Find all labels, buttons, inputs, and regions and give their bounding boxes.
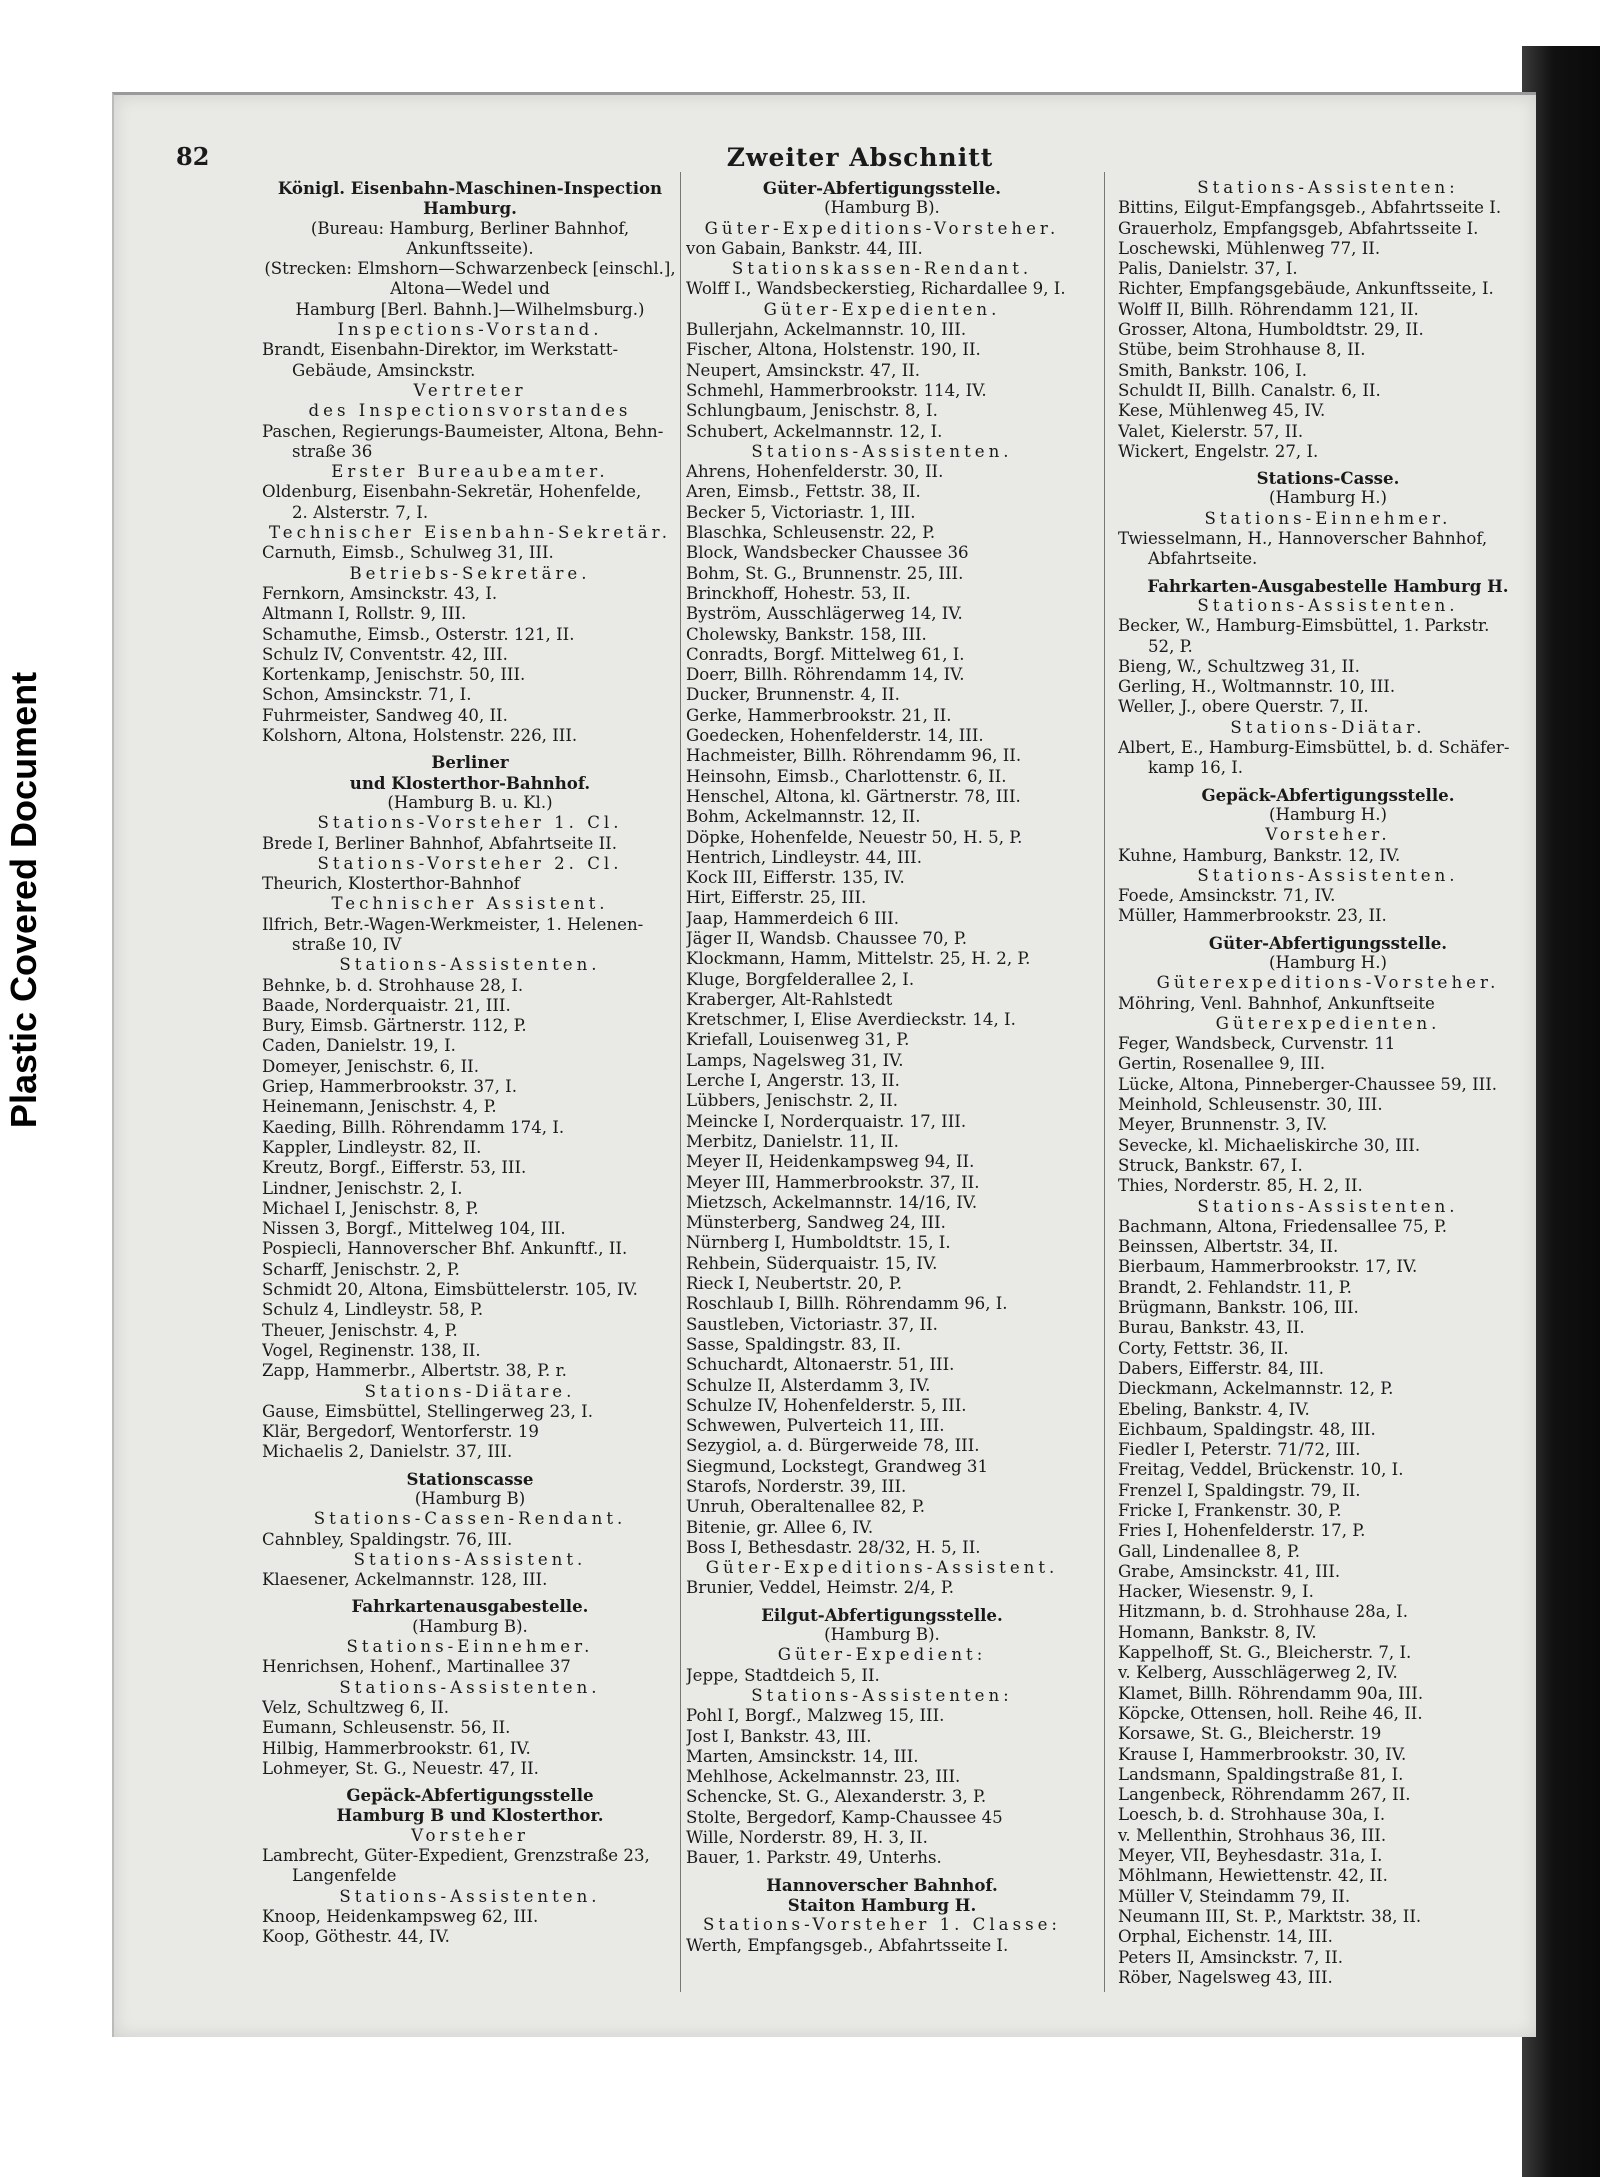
- directory-entry: Bittins, Eilgut-Empfangsgeb., Abfahrtsseite I.: [1118, 198, 1502, 218]
- directory-entry: Wolff II, Billh. Röhrendamm 121, II.: [1118, 299, 1419, 319]
- directory-entry: Grauerholz, Empfangsgeb, Abfahrtsseite I.: [1118, 218, 1479, 238]
- directory-entry: Ahrens, Hohenfelderstr. 30, II.: [686, 462, 944, 482]
- directory-entry: Hitzmann, b. d. Strohhause 28a, I.: [1118, 1602, 1408, 1622]
- directory-entry: Schulze II, Alsterdamm 3, IV.: [686, 1375, 931, 1395]
- directory-entry: Koop, Göthestr. 44, IV.: [262, 1927, 450, 1947]
- role-heading: Stations-Einnehmer.: [1204, 508, 1452, 528]
- directory-entry: Eumann, Schleusenstr. 56, II.: [262, 1718, 511, 1738]
- directory-entry: Merbitz, Danielstr. 11, II.: [686, 1131, 899, 1151]
- directory-entry: Griep, Hammerbrookstr. 37, I.: [262, 1077, 517, 1097]
- role-heading: Betriebs-Sekretäre.: [349, 563, 591, 583]
- directory-entry: Bohm, St. G., Brunnenstr. 25, III.: [686, 563, 964, 583]
- role-heading: Stations-Vorsteher 1. Cl.: [317, 813, 623, 833]
- directory-entry: Unruh, Oberaltenallee 82, P.: [686, 1497, 926, 1517]
- directory-entry: Brandt, 2. Fehlandstr. 11, P.: [1118, 1277, 1352, 1297]
- directory-entry: Kock III, Eifferstr. 135, IV.: [686, 868, 905, 888]
- directory-entry: Thies, Norderstr. 85, H. 2, II.: [1118, 1176, 1363, 1196]
- role-heading: Stations-Diätar.: [1230, 717, 1426, 737]
- directory-entry: Lambrecht, Güter-Expedient, Grenzstraße 23,: [262, 1846, 650, 1866]
- directory-entry: Lübbers, Jenischstr. 2, II.: [686, 1091, 899, 1111]
- directory-entry: Schuldt II, Billh. Canalstr. 6, II.: [1118, 380, 1381, 400]
- directory-entry: Möhring, Venl. Bahnhof, Ankunftseite: [1118, 993, 1435, 1013]
- role-heading: Inspections-Vorstand.: [337, 320, 603, 340]
- directory-entry: Ducker, Brunnenstr. 4, II.: [686, 685, 900, 705]
- directory-entry: Bauer, 1. Parkstr. 49, Unterhs.: [686, 1848, 942, 1868]
- section-heading: Gepäck-Abfertigungsstelle.: [1201, 784, 1455, 805]
- directory-entry: Jaap, Hammerdeich 6 III.: [686, 908, 899, 928]
- directory-entry: Gall, Lindenallee 8, P.: [1118, 1541, 1301, 1561]
- directory-entry: Paschen, Regierungs-Baumeister, Altona, Behn-: [262, 421, 664, 441]
- directory-entry: Münsterberg, Sandweg 24, III.: [686, 1213, 946, 1233]
- role-heading: Stations-Assistenten.: [751, 441, 1013, 461]
- role-heading: Güterexpeditions-Vorsteher.: [1156, 973, 1500, 993]
- directory-entry: Byström, Ausschlägerweg 14, IV.: [686, 604, 963, 624]
- directory-entry: Klockmann, Hamm, Mittelstr. 25, H. 2, P.: [686, 949, 1031, 969]
- directory-entry: Loschewski, Mühlenweg 77, II.: [1118, 238, 1381, 258]
- directory-entry: Schubert, Ackelmannstr. 12, I.: [686, 421, 943, 441]
- directory-entry: Klär, Bergedorf, Wentorferstr. 19: [262, 1422, 539, 1442]
- directory-entry: Mietzsch, Ackelmannstr. 14/16, IV.: [686, 1192, 978, 1212]
- directory-entry: Brandt, Eisenbahn-Direktor, im Werkstatt-: [262, 340, 619, 360]
- directory-entry: Meinhold, Schleusenstr. 30, III.: [1118, 1095, 1383, 1115]
- location-note: (Hamburg B. u. Kl.): [387, 792, 553, 812]
- role-heading: Stations-Einnehmer.: [346, 1637, 594, 1657]
- directory-entry: Brede I, Berliner Bahnhof, Abfahrtseite II.: [262, 833, 617, 853]
- directory-entry: Hirt, Eifferstr. 25, III.: [686, 888, 867, 908]
- directory-entry: Sasse, Spaldingstr. 83, II.: [686, 1334, 901, 1354]
- directory-entry: Schmehl, Hammerbrookstr. 114, IV.: [686, 380, 987, 400]
- directory-entry: Struck, Bankstr. 67, I.: [1118, 1155, 1303, 1175]
- section-heading: Güter-Abfertigungsstelle.: [762, 178, 1002, 198]
- directory-entry: Wille, Norderstr. 89, H. 3, II.: [686, 1828, 928, 1848]
- directory-entry: Caden, Danielstr. 19, I.: [262, 1036, 456, 1056]
- role-heading: Stations-Vorsteher 1. Classe:: [702, 1915, 1062, 1935]
- section-heading: Hannoverscher Bahnhof.: [766, 1874, 998, 1895]
- directory-entry: Hentrich, Lindleystr. 44, III.: [686, 847, 922, 867]
- directory-entry: Döpke, Hohenfelde, Neuestr 50, H. 5, P.: [686, 827, 1023, 847]
- directory-entry: Henschel, Altona, kl. Gärtnerstr. 78, III.: [686, 786, 1021, 806]
- directory-entry: Twiesselmann, H., Hannoverscher Bahnhof,: [1118, 529, 1488, 549]
- directory-entry: von Gabain, Bankstr. 44, III.: [686, 238, 923, 258]
- directory-entry: Bohm, Ackelmannstr. 12, II.: [686, 807, 921, 827]
- location-note: (Hamburg B).: [824, 1625, 940, 1645]
- directory-entry: Cahnbley, Spaldingstr. 76, III.: [262, 1529, 513, 1549]
- location-note: (Bureau: Hamburg, Berliner Bahnhof,: [310, 218, 630, 238]
- directory-entry: Brunier, Veddel, Heimstr. 2/4, P.: [686, 1578, 954, 1598]
- entry-continuation: Abfahrtseite.: [1148, 549, 1258, 569]
- entry-continuation: straße 36: [292, 441, 373, 461]
- location-note: (Hamburg B).: [824, 198, 940, 218]
- directory-entry: Gerling, H., Woltmannstr. 10, III.: [1118, 677, 1396, 697]
- directory-entry: Schmidt 20, Altona, Eimsbüttelerstr. 105, IV.: [262, 1280, 638, 1300]
- directory-entry: Smith, Bankstr. 106, I.: [1118, 360, 1308, 380]
- directory-entry: Kriefall, Louisenweg 31, P.: [686, 1030, 910, 1050]
- directory-entry: Stübe, beim Strohhause 8, II.: [1118, 340, 1366, 360]
- directory-entry: Bieng, W., Schultzweg 31, II.: [1118, 656, 1360, 676]
- role-heading: Technischer Assistent.: [331, 894, 609, 914]
- role-heading: Güterexpedienten.: [1215, 1013, 1441, 1033]
- directory-entry: Fiedler I, Peterstr. 71/72, III.: [1118, 1440, 1361, 1460]
- role-heading: Stations-Assistenten:: [1197, 178, 1459, 197]
- directory-entry: Kreutz, Borgf., Eifferstr. 53, III.: [262, 1158, 527, 1178]
- directory-entry: Eichbaum, Spaldingstr. 48, III.: [1118, 1419, 1376, 1439]
- directory-entry: Röber, Nagelsweg 43, III.: [1118, 1967, 1333, 1987]
- role-heading: Vorsteher: [411, 1825, 529, 1845]
- directory-entry: Feger, Wandsbeck, Curvenstr. 11: [1118, 1034, 1396, 1054]
- directory-entry: Baade, Norderquaistr. 21, III.: [262, 995, 511, 1015]
- directory-entry: Sevecke, kl. Michaeliskirche 30, III.: [1118, 1135, 1421, 1155]
- directory-entry: Knoop, Heidenkampsweg 62, III.: [262, 1906, 539, 1926]
- directory-entry: Schuchardt, Altonaerstr. 51, III.: [686, 1355, 955, 1375]
- directory-entry: Meincke I, Norderquaistr. 17, III.: [686, 1111, 967, 1131]
- directory-entry: Michael I, Jenischstr. 8, P.: [262, 1198, 479, 1218]
- entry-continuation: 2. Alsterstr. 7, I.: [292, 502, 429, 522]
- directory-entry: Kluge, Borgfelderallee 2, I.: [686, 969, 915, 989]
- directory-entry: Carnuth, Eimsb., Schulweg 31, III.: [262, 543, 554, 563]
- directory-entry: Langenbeck, Röhrendamm 267, II.: [1118, 1785, 1411, 1805]
- directory-entry: Cholewsky, Bankstr. 158, III.: [686, 624, 927, 644]
- directory-entry: Foede, Amsinckstr. 71, IV.: [1118, 886, 1336, 906]
- directory-entry: Müller V, Steindamm 79, II.: [1118, 1886, 1351, 1906]
- directory-entry: Lamps, Nagelsweg 31, IV.: [686, 1050, 904, 1070]
- location-note: (Hamburg B): [414, 1489, 526, 1508]
- section-heading: Königl. Eisenbahn-Maschinen-Inspection: [277, 178, 663, 198]
- directory-entry: Bullerjahn, Ackelmannstr. 10, III.: [686, 320, 967, 340]
- column-3: [1118, 178, 1538, 1988]
- directory-entry: Müller, Hammerbrookstr. 23, II.: [1118, 906, 1387, 926]
- directory-entry: Schon, Amsinckstr. 71, I.: [262, 685, 472, 705]
- directory-entry: Wickert, Engelstr. 27, I.: [1118, 441, 1319, 461]
- directory-entry: Schencke, St. G., Alexanderstr. 3, P.: [686, 1787, 987, 1807]
- section-heading: und Klosterthor-Bahnhof.: [349, 772, 591, 793]
- column-1: [262, 178, 678, 1948]
- directory-entry: Möhlmann, Hewiettenstr. 42, II.: [1118, 1866, 1388, 1886]
- directory-entry: Schulz 4, Lindleystr. 58, P.: [262, 1300, 484, 1320]
- directory-entry: Brügmann, Bankstr. 106, III.: [1118, 1298, 1359, 1318]
- directory-entry: Ebeling, Bankstr. 4, IV.: [1118, 1399, 1310, 1419]
- directory-entry: Meyer III, Hammerbrookstr. 37, II.: [686, 1172, 980, 1192]
- directory-entry: Schlungbaum, Jenischstr. 8, I.: [686, 401, 938, 421]
- section-heading: Berliner: [431, 752, 509, 773]
- directory-entry: Valet, Kielerstr. 57, II.: [1118, 421, 1304, 441]
- directory-entry: Starofs, Norderstr. 39, III.: [686, 1477, 907, 1496]
- directory-entry: Velz, Schultzweg 6, II.: [262, 1697, 450, 1717]
- directory-entry: Scharff, Jenischstr. 2, P.: [262, 1259, 460, 1279]
- entry-continuation: Gebäude, Amsinckstr.: [292, 360, 476, 380]
- directory-entry: Homann, Bankstr. 8, IV.: [1118, 1622, 1317, 1642]
- section-header: Zweiter Abschnitt: [726, 143, 994, 172]
- directory-entry: Henrichsen, Hohenf., Martinallee 37: [262, 1657, 571, 1677]
- section-heading: Fahrkartenausgabestelle.: [351, 1596, 589, 1617]
- location-note: (Hamburg B).: [412, 1616, 528, 1636]
- directory-entry: Kaeding, Billh. Röhrendamm 174, I.: [262, 1117, 565, 1137]
- location-note: (Hamburg H.): [1269, 804, 1387, 824]
- directory-entry: Fricke I, Frankenstr. 30, P.: [1118, 1501, 1342, 1520]
- directory-entry: Oldenburg, Eisenbahn-Sekretär, Hohenfelde,: [262, 482, 642, 502]
- role-heading: Stations-Assistenten.: [1197, 595, 1459, 615]
- directory-entry: Neupert, Amsinckstr. 47, II.: [686, 360, 921, 380]
- location-note: (Hamburg H.): [1269, 488, 1387, 508]
- directory-entry: Jäger II, Wandsb. Chaussee 70, P.: [686, 928, 968, 948]
- directory-entry: Theurich, Klosterthor-Bahnhof: [262, 874, 520, 894]
- directory-entry: Theuer, Jenischstr. 4, P.: [262, 1320, 458, 1340]
- section-heading: Hamburg.: [423, 198, 517, 219]
- directory-entry: Corty, Fettstr. 36, II.: [1118, 1338, 1289, 1358]
- section-heading: Güter-Abfertigungsstelle.: [1208, 932, 1448, 953]
- role-heading: Stations-Diätare.: [364, 1381, 576, 1401]
- role-heading: Stations-Assistenten.: [1197, 1196, 1459, 1216]
- column-divider: [1104, 172, 1105, 1992]
- directory-entry: Kappler, Lindleystr. 82, II.: [262, 1137, 482, 1157]
- directory-entry: Goedecken, Hohenfelderstr. 14, III.: [686, 726, 984, 746]
- role-heading: des Inspectionsvorstandes: [308, 401, 632, 421]
- directory-entry: Bachmann, Altona, Friedensallee 75, P.: [1118, 1216, 1448, 1236]
- directory-entry: Fries I, Hohenfelderstr. 17, P.: [1118, 1521, 1366, 1541]
- directory-entry: Behnke, b. d. Strohhause 28, I.: [262, 975, 524, 995]
- column-divider: [680, 172, 681, 1992]
- section-heading: Gepäck-Abfertigungsstelle: [346, 1785, 594, 1806]
- directory-entry: Aren, Eimsb., Fettstr. 38, II.: [686, 482, 921, 502]
- role-heading: Güter-Expedienten.: [763, 299, 1001, 319]
- directory-entry: Bury, Eimsb. Gärtnerstr. 112, P.: [262, 1016, 527, 1036]
- directory-entry: Meyer II, Heidenkampsweg 94, II.: [686, 1152, 975, 1172]
- directory-entry: Marten, Amsinckstr. 14, III.: [686, 1746, 919, 1766]
- directory-entry: Grosser, Altona, Humboldtstr. 29, II.: [1118, 320, 1424, 340]
- directory-entry: Fuhrmeister, Sandweg 40, II.: [262, 705, 508, 725]
- entry-continuation: straße 10, IV: [292, 934, 402, 954]
- directory-entry: v. Mellenthin, Strohhaus 36, III.: [1118, 1825, 1387, 1845]
- directory-entry: Nissen 3, Borgf., Mittelweg 104, III.: [262, 1219, 566, 1239]
- directory-entry: Jost I, Bankstr. 43, III.: [686, 1726, 872, 1746]
- role-heading: Güter-Expeditions-Vorsteher.: [704, 218, 1060, 238]
- directory-entry: Klamet, Billh. Röhrendamm 90a, III.: [1118, 1683, 1424, 1703]
- role-heading: Stations-Cassen-Rendant.: [313, 1509, 627, 1529]
- directory-entry: Freitag, Veddel, Brückenstr. 10, I.: [1118, 1460, 1404, 1480]
- directory-entry: Gerke, Hammerbrookstr. 21, II.: [686, 705, 952, 725]
- section-heading: Eilgut-Abfertigungsstelle.: [761, 1604, 1003, 1625]
- role-heading: Stations-Assistenten.: [1197, 865, 1459, 885]
- directory-entry: Meyer, Brunnenstr. 3, IV.: [1118, 1115, 1328, 1135]
- directory-entry: Siegmund, Lockstegt, Grandweg 31: [686, 1456, 989, 1476]
- directory-entry: Boss I, Bethesdastr. 28/32, H. 5, II.: [686, 1537, 981, 1557]
- directory-entry: Pospiecli, Hannoverscher Bhf. Ankunftf., II.: [262, 1239, 628, 1259]
- directory-entry: Brinckhoff, Hohestr. 53, II.: [686, 583, 911, 603]
- side-label: [2, 620, 46, 1180]
- directory-entry: Mehlhose, Ackelmannstr. 23, III.: [686, 1767, 961, 1787]
- directory-entry: Dieckmann, Ackelmannstr. 12, P.: [1118, 1379, 1394, 1399]
- directory-entry: Lindner, Jenischstr. 2, I.: [262, 1178, 463, 1198]
- directory-entry: Domeyer, Jenischstr. 6, II.: [262, 1056, 479, 1076]
- directory-entry: Hacker, Wiesenstr. 9, I.: [1118, 1582, 1314, 1602]
- directory-entry: Frenzel I, Spaldingstr. 79, II.: [1118, 1480, 1361, 1500]
- directory-entry: Ilfrich, Betr.-Wagen-Werkmeister, 1. Helenen-: [262, 914, 644, 934]
- directory-entry: Burau, Bankstr. 43, II.: [1118, 1318, 1305, 1338]
- directory-entry: Dabers, Eifferstr. 84, III.: [1118, 1358, 1325, 1378]
- directory-entry: Albert, E., Hamburg-Eimsbüttel, b. d. Schäfer-: [1118, 738, 1510, 758]
- directory-entry: Heinsohn, Eimsb., Charlottenstr. 6, II.: [686, 766, 1007, 786]
- directory-entry: Fischer, Altona, Holstenstr. 190, II.: [686, 340, 981, 360]
- directory-entry: Neumann III, St. P., Marktstr. 38, II.: [1118, 1906, 1422, 1926]
- section-heading: Stations-Casse.: [1256, 468, 1400, 489]
- entry-continuation: kamp 16, I.: [1148, 758, 1244, 778]
- directory-entry: Altmann I, Rollstr. 9, III.: [262, 604, 467, 624]
- directory-entry: Krause I, Hammerbrookstr. 30, IV.: [1118, 1744, 1407, 1764]
- directory-entry: Kappelhoff, St. G., Bleicherstr. 7, I.: [1118, 1643, 1412, 1663]
- directory-entry: Jeppe, Stadtdeich 5, II.: [686, 1665, 880, 1685]
- role-heading: Technischer Eisenbahn-Sekretär.: [269, 523, 671, 543]
- directory-entry: Korsawe, St. G., Bleicherstr. 19: [1118, 1724, 1382, 1744]
- directory-entry: Fernkorn, Amsinckstr. 43, I.: [262, 583, 498, 603]
- role-heading: Vertreter: [413, 380, 527, 400]
- column-2: [686, 178, 1078, 1956]
- directory-entry: Zapp, Hammerbr., Albertstr. 38, P. r.: [262, 1361, 567, 1381]
- directory-entry: Kuhne, Hamburg, Bankstr. 12, IV.: [1118, 845, 1401, 865]
- role-heading: Stationskassen-Rendant.: [731, 259, 1033, 279]
- role-heading: Stations-Assistenten:: [751, 1685, 1013, 1705]
- directory-entry: Heinemann, Jenischstr. 4, P.: [262, 1097, 497, 1117]
- directory-entry: Blaschka, Schleusenstr. 22, P.: [686, 523, 936, 543]
- section-heading: Staiton Hamburg H.: [787, 1894, 977, 1915]
- directory-entry: Becker 5, Victoriastr. 1, III.: [686, 502, 916, 522]
- location-note: Ankunftsseite).: [406, 238, 534, 258]
- directory-entry: Michaelis 2, Danielstr. 37, III.: [262, 1442, 513, 1462]
- role-heading: Güter-Expeditions-Assistent.: [705, 1558, 1059, 1578]
- directory-entry: Lücke, Altona, Pinneberger-Chaussee 59, III.: [1118, 1074, 1498, 1094]
- directory-entry: Kolshorn, Altona, Holstenstr. 226, III.: [262, 726, 578, 746]
- directory-entry: Schulze IV, Hohenfelderstr. 5, III.: [686, 1395, 967, 1415]
- directory-entry: Weller, J., obere Querstr. 7, II.: [1118, 697, 1369, 717]
- location-note: (Strecken: Elmshorn—Schwarzenbeck [einschl.],: [264, 259, 676, 279]
- directory-entry: Nürnberg I, Humboldtstr. 15, I.: [686, 1233, 951, 1253]
- role-heading: Vorsteher.: [1265, 825, 1391, 845]
- directory-entry: Block, Wandsbecker Chaussee 36: [686, 543, 969, 563]
- directory-entry: Rieck I, Neubertstr. 20, P.: [686, 1274, 903, 1294]
- directory-entry: Bierbaum, Hammerbrookstr. 17, IV.: [1118, 1257, 1418, 1277]
- directory-entry: Palis, Danielstr. 37, I.: [1118, 259, 1298, 279]
- directory-entry: Lohmeyer, St. G., Neuestr. 47, II.: [262, 1758, 539, 1778]
- directory-entry: Peters II, Amsinckstr. 7, II.: [1118, 1947, 1344, 1967]
- section-heading: Fahrkarten-Ausgabestelle Hamburg H.: [1147, 575, 1509, 596]
- directory-entry: Schwewen, Pulverteich 11, III.: [686, 1416, 945, 1436]
- directory-entry: Grabe, Amsinckstr. 41, III.: [1118, 1561, 1341, 1581]
- section-heading: Stationscasse: [406, 1468, 534, 1489]
- directory-entry: Gause, Eimsbüttel, Stellingerweg 23, I.: [262, 1401, 593, 1421]
- directory-entry: Kese, Mühlenweg 45, IV.: [1118, 401, 1326, 421]
- location-note: Altona—Wedel und: [390, 279, 550, 299]
- location-note: (Hamburg H.): [1269, 952, 1387, 972]
- role-heading: Stations-Assistenten.: [339, 955, 601, 975]
- directory-entry: Meyer, VII, Beyhesdastr. 31a, I.: [1118, 1846, 1383, 1866]
- directory-entry: Landsmann, Spaldingstraße 81, I.: [1118, 1764, 1404, 1784]
- role-heading: Stations-Assistent.: [353, 1549, 587, 1569]
- directory-entry: Kretschmer, I, Elise Averdieckstr. 14, I.: [686, 1010, 1016, 1030]
- directory-entry: Pohl I, Borgf., Malzweg 15, III.: [686, 1706, 945, 1726]
- directory-entry: Schamuthe, Eimsb., Osterstr. 121, II.: [262, 624, 575, 644]
- directory-entry: Becker, W., Hamburg-Eimsbüttel, 1. Parkstr.: [1118, 616, 1490, 636]
- directory-entry: Klaesener, Ackelmannstr. 128, III.: [262, 1570, 548, 1590]
- directory-entry: Rehbein, Süderquaistr. 15, IV.: [686, 1253, 938, 1273]
- directory-entry: Roschlaub I, Billh. Röhrendamm 96, I.: [686, 1294, 1008, 1314]
- role-heading: Güter-Expedient:: [777, 1645, 987, 1665]
- role-heading: Stations-Vorsteher 2. Cl.: [317, 853, 623, 873]
- directory-entry: Werth, Empfangsgeb., Abfahrtsseite I.: [686, 1935, 1009, 1955]
- role-heading: Stations-Assistenten.: [339, 1886, 601, 1906]
- directory-entry: Stolte, Bergedorf, Kamp-Chaussee 45: [686, 1807, 1003, 1827]
- role-heading: Erster Bureaubeamter.: [331, 462, 609, 482]
- directory-entry: Conradts, Borgf. Mittelweg 61, I.: [686, 644, 965, 664]
- directory-entry: Wolff I., Wandsbeckerstieg, Richardallee 9, I.: [686, 279, 1066, 299]
- page-number: 82: [176, 142, 210, 171]
- entry-continuation: 52, P.: [1148, 636, 1193, 656]
- directory-entry: Vogel, Reginenstr. 138, II.: [262, 1340, 481, 1360]
- entry-continuation: Langenfelde: [292, 1866, 397, 1886]
- location-note: Hamburg [Berl. Bahnh.]—Wilhelmsburg.): [295, 299, 645, 319]
- section-heading: Hamburg B und Klosterthor.: [336, 1805, 604, 1826]
- directory-entry: Beinssen, Albertstr. 34, II.: [1118, 1237, 1339, 1257]
- directory-entry: Bitenie, gr. Allee 6, IV.: [686, 1517, 874, 1537]
- directory-entry: Schulz IV, Conventstr. 42, III.: [262, 644, 508, 664]
- directory-entry: v. Kelberg, Ausschlägerweg 2, IV.: [1118, 1663, 1398, 1683]
- directory-entry: Hachmeister, Billh. Röhrendamm 96, II.: [686, 746, 1022, 766]
- directory-entry: Richter, Empfangsgebäude, Ankunftsseite, I.: [1118, 279, 1494, 299]
- directory-entry: Sezygiol, a. d. Bürgerweide 78, III.: [686, 1436, 980, 1456]
- directory-entry: Saustleben, Victoriastr. 37, II.: [686, 1314, 938, 1334]
- directory-entry: Lerche I, Angerstr. 13, II.: [686, 1071, 900, 1091]
- directory-entry: Doerr, Billh. Röhrendamm 14, IV.: [686, 665, 965, 685]
- directory-entry: Kortenkamp, Jenischstr. 50, III.: [262, 665, 526, 685]
- directory-entry: Loesch, b. d. Strohhause 30a, I.: [1118, 1805, 1386, 1825]
- directory-entry: Hilbig, Hammerbrookstr. 61, IV.: [262, 1738, 531, 1758]
- directory-entry: Gertin, Rosenallee 9, III.: [1118, 1054, 1326, 1074]
- directory-entry: Orphal, Eichenstr. 14, III.: [1118, 1927, 1333, 1947]
- directory-entry: Köpcke, Ottensen, holl. Reihe 46, II.: [1118, 1703, 1423, 1723]
- role-heading: Stations-Assistenten.: [339, 1677, 601, 1697]
- side-label-text: Plastic Covered Document: [3, 671, 45, 1129]
- directory-entry: Kraberger, Alt-Rahlstedt: [686, 989, 893, 1009]
